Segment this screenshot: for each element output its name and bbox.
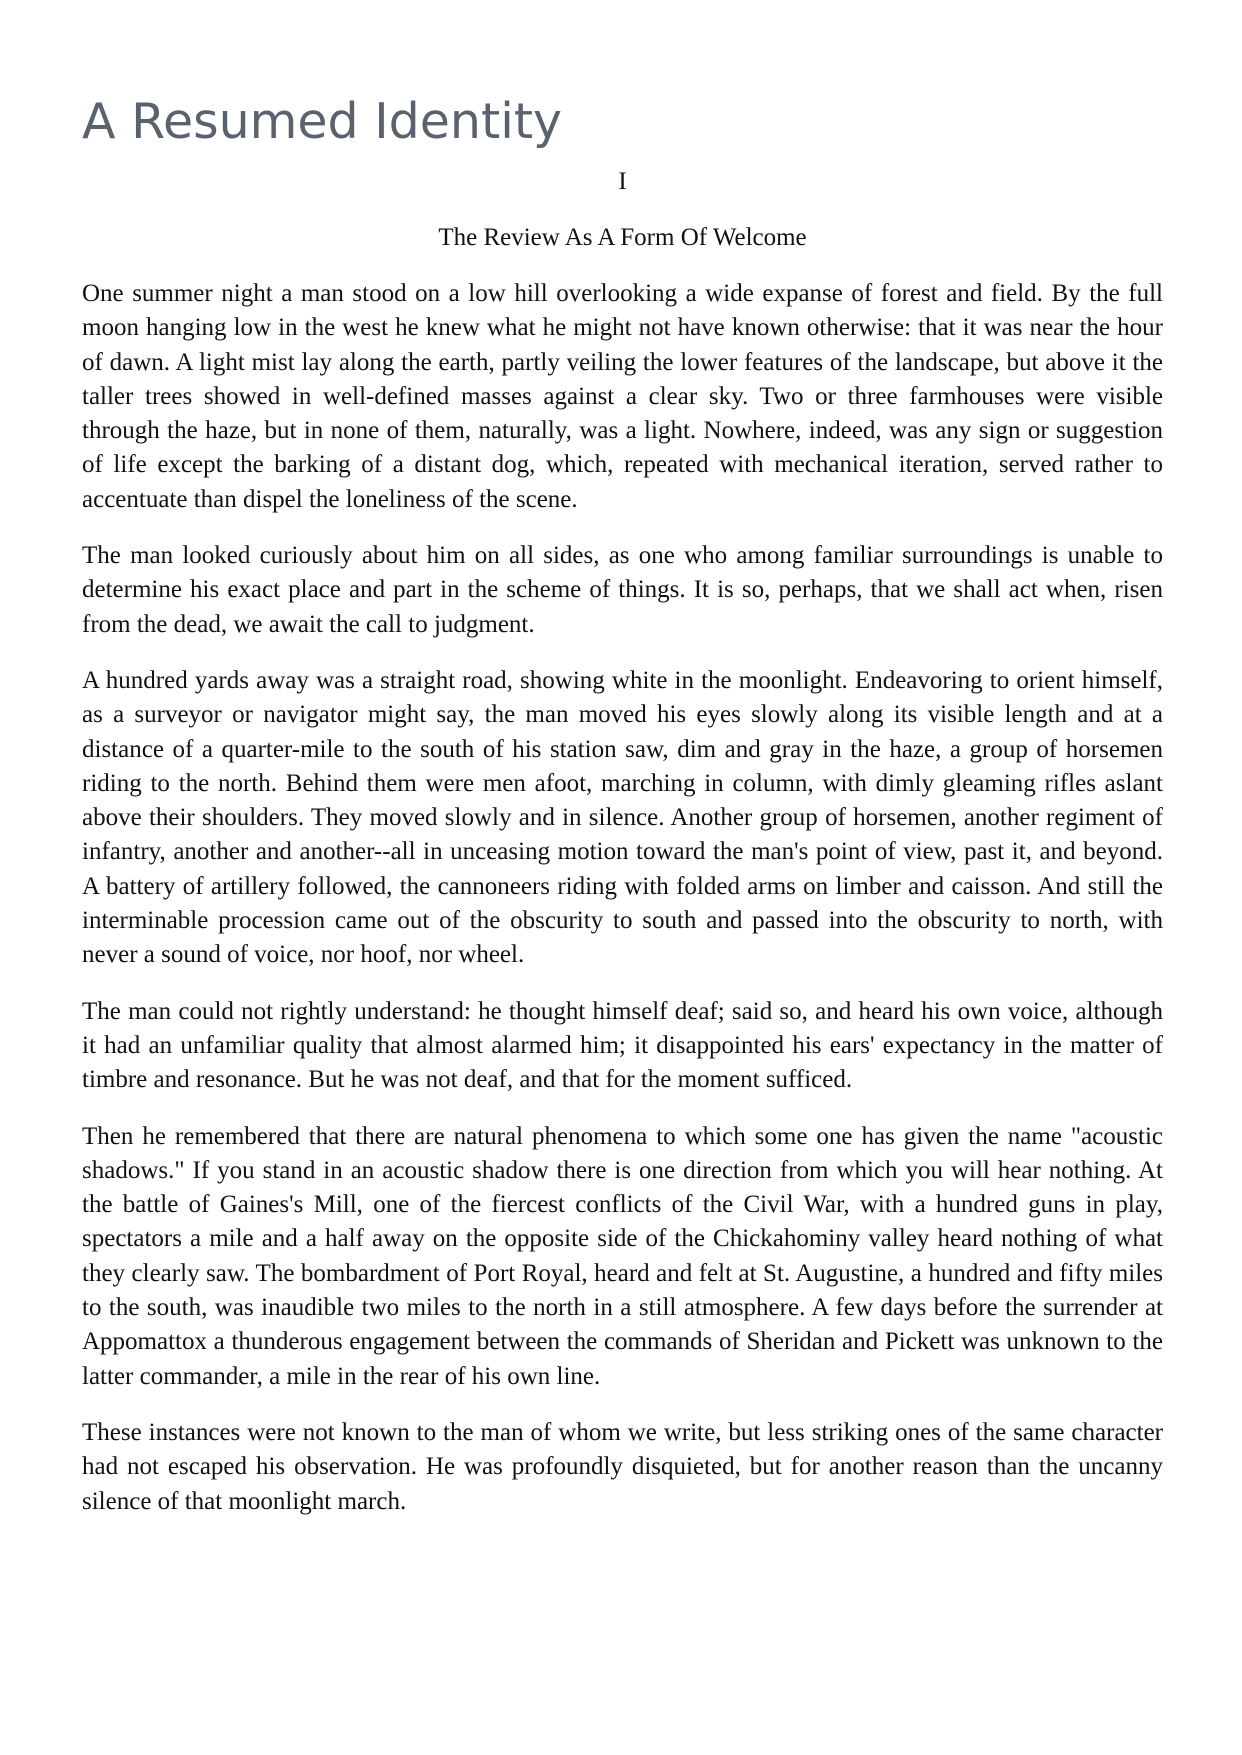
chapter-number: I	[618, 168, 627, 195]
paragraph-2: The man looked curiously about him on all sides, as one who among familiar surroundings is unable to determine his exact place and part in the scheme of things. It is so, perhaps, that we shall act when, risen from the dead, we await the call to judgment.	[82, 542, 1163, 638]
paragraph-4: The man could not rightly understand: he thought himself deaf; said so, and heard his own voice, although it had an unfamiliar quality that almost alarmed him; it disappointed his ears' expectancy in the matter of timbre and resonance. But he was not deaf, and that for the moment sufficed.	[82, 997, 1163, 1094]
chapter-title: The Review As A Form Of Welcome	[438, 224, 807, 251]
document-body	[82, 165, 1163, 1519]
paragraph-5: Then he remembered that there are natural phenomena to which some one has given the name "acoustic shadows." If you stand in an acoustic shadow there is one direction from which you will hear nothing. At the battle of Gaines's Mill, one of the fiercest conflicts of the Civil War, with a hundred guns in play, spectators a mile and a half away on the opposite side of the Chickahominy valley heard nothing of what they clearly saw. The bombardment of Port Royal, heard and felt at St. Augustine, a hundred and fifty miles to the south, was inaudible two miles to the north in a still atmosphere. A few days before the surrender at Appomattox a thunderous engagement between the commands of Sheridan and Pickett was unknown to the latter commander, a mile in the rear of his own line.	[82, 1122, 1163, 1390]
paragraph-1: One summer night a man stood on a low hill overlooking a wide expanse of forest and field. By the full moon hanging low in the west he knew what he might not have known otherwise: that it was near the hour of dawn. A light mist lay along the earth, partly veiling the lower features of the landscape, but above it the taller trees showed in well-defined masses against a clear sky. Two or three farmhouses were visible through the haze, but in none of them, naturally, was a light. Nowhere, indeed, was any sign or suggestion of life except the barking of a distant dog, which, repeated with mechanical iteration, served rather to accentuate than dispel the loneliness of the scene.	[82, 280, 1163, 513]
paragraph-6: These instances were not known to the man of whom we write, but less striking ones of the same character had not escaped his observation. He was profoundly disquieted, but for another reason than the uncanny silence of that moonlight march.	[82, 1418, 1163, 1515]
document-title: A Resumed Identity	[82, 93, 563, 150]
paragraph-3: A hundred yards away was a straight road, showing white in the moonlight. Endeavoring to orient himself, as a surveyor or navigator might say, the man moved his eyes slowly along its visible length and at a distance of a quarter-mile to the south of his station saw, dim and gray in the haze, a group of horsemen riding to the north. Behind them were men afoot, marching in column, with dimly gleaming rifles aslant above their shoulders. They moved slowly and in silence. Another group of horsemen, another regiment of infantry, another and another--all in unceasing motion toward the man's point of view, past it, and beyond. A battery of artillery followed, the cannoneers riding with folded arms on limber and caisson. And still the interminable procession came out of the obscurity to south and passed into the obscurity to north, with never a sound of voice, nor hoof, nor wheel.	[82, 666, 1163, 969]
